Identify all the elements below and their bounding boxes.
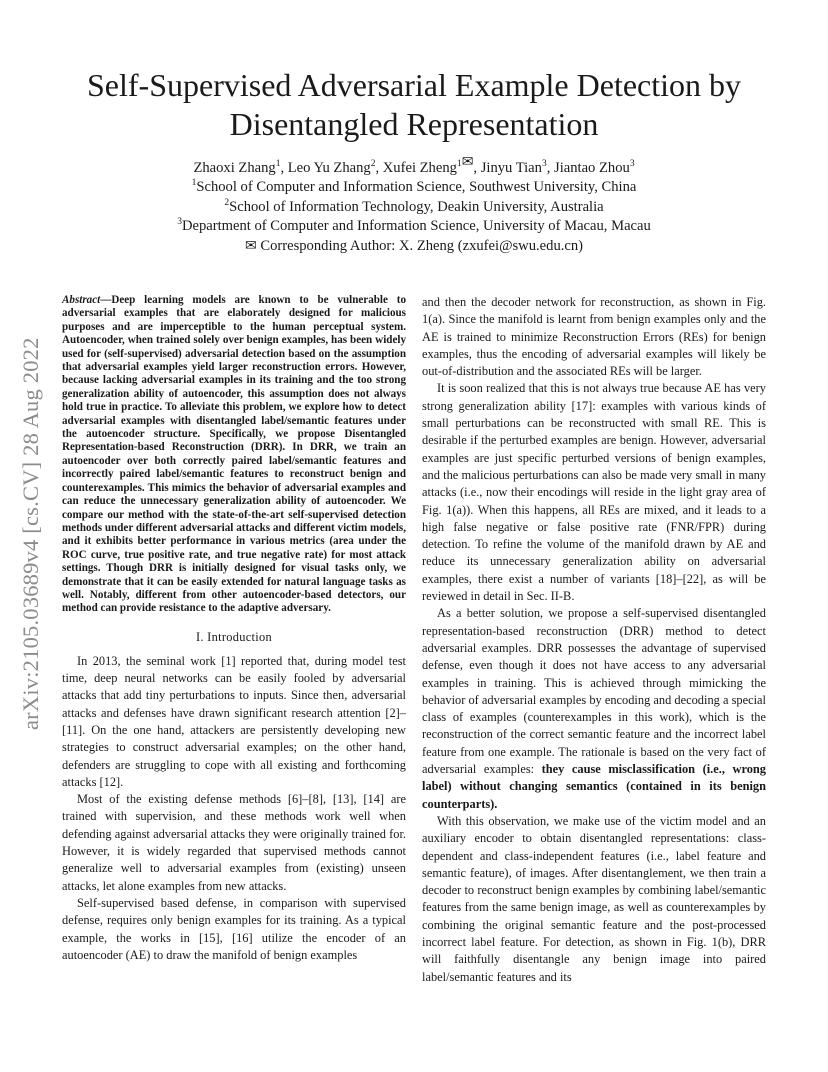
- affiliation-mark: 1✉: [456, 155, 474, 170]
- author-name: Jinyu Tian: [480, 160, 542, 176]
- affiliation-1: $^1$School of Computer and Information Science, Southwest University, China: [191, 178, 637, 196]
- envelope-icon: ✉: [244, 238, 257, 254]
- body-paragraph: In 2013, the seminal work [1] reported that, during model test time, deep neural networks can be easily fooled by adversarial attacks that add tiny perturbations to inputs. Since then, adversarial attacks and defenses have drawn significant research attention [2]–[11]. On the one hand, attackers are persistently developing new strategies to construct adversarial examples; on the other hand, defenders are struggling to cope with all existing and forthcoming attacks [12].: [62, 653, 406, 789]
- paper-title: [60, 66, 768, 144]
- envelope-icon: ✉: [461, 155, 474, 170]
- left-column: [62, 294, 406, 964]
- body-paragraph: Most of the existing defense methods [6]–[8], [13], [14] are trained with supervision, and these methods work well when defending against adversarial attacks they were originally trained for. However, it is widely regarded that supervised methods cannot generalize well to adversarial examples from (existing) unseen attacks, let alone examples from new attacks.: [62, 792, 406, 893]
- body-paragraph: Self-supervised based defense, in comparison with supervised defense, requires only benign examples for its training. As a typical example, the works in [15], [16] utilize the encoder of an autoencoder (AE) to draw the manifold of benign examples: [62, 895, 406, 962]
- affiliation-mark: 2: [370, 159, 376, 169]
- title-line-2: Disentangled Representation: [229, 106, 599, 142]
- body-paragraph: and then the decoder network for reconstruction, as shown in Fig. 1(a). Since the manifold is learnt from benign examples only and the AE is trained to minimize Reconstruction Errors (REs) for benign examples, thus the encoding of adversarial examples will likely be out-of-distribution and the associated REs will be larger.: [422, 295, 766, 379]
- right-column: [422, 294, 766, 986]
- emphasis-text: they cause misclassification (i.e., wrong label) without changing semantics (contained in its benign counterparts).: [422, 762, 767, 811]
- affiliation-3: $^3$Department of Computer and Information Science, University of Macau, Macau: [177, 217, 651, 235]
- title-line-1: Self-Supervised Adversarial Example Detection by: [86, 67, 742, 103]
- abstract-text: —Deep learning models are known to be vulnerable to adversarial examples that are elaborately designed for malicious purposes and are imperceptible to the human perceptual system. Autoencoder, when trained solely over benign examples, has been widely used for (self-supervised) adversarial detection based on the assumption that adversarial examples yield larger reconstruction errors. However, because lacking adversarial examples in its training and the too strong generalization ability of autoencoder, this assumption does not always hold true in practice. To alleviate this problem, we explore how to detect adversarial examples with disentangled label/semantic features under the autoencoder structure. Specifically, we propose Disentangled Representation-based Reconstruction (DRR). In DRR, we train an autoencoder over both correctly paired label/semantic features and incorrectly paired label/semantic features to reconstruct benign and counterexamples. This mimics the behavior of adversarial examples and can reduce the unnecessary generalization ability of autoencoder. We compare our method with the state-of-the-art self-supervised detection methods under different adversarial attacks and different victim models, and it exhibits better performance in various metrics (area under the ROC curve, true positive rate, and true negative rate) for most attack settings. Though DRR is initially designed for visual tasks only, we demonstrate that it can be easily extended for natural language tasks as well. Notably, different from other autoencoder-based detectors, our method can provide resistance to the adaptive adversary.: [62, 294, 406, 615]
- affiliation-2: $^2$School of Information Technology, Deakin University, Australia: [224, 197, 604, 215]
- author-name: Leo Yu Zhang: [287, 160, 371, 176]
- section-heading: I. Introduction: [195, 629, 273, 644]
- affiliation-mark: 3: [541, 159, 547, 169]
- author-names: Zhaoxi Zhang$^1$, Leo Yu Zhang$^2$, Xufei Zheng$^{1✉}$, Jinyu Tian$^3$, Jiantao Zhou$^3$: [193, 155, 635, 176]
- abstract: [62, 294, 406, 616]
- affiliation-mark: 3: [629, 159, 635, 169]
- author-name: Xufei Zheng: [382, 160, 457, 176]
- author-block: [60, 155, 768, 256]
- affiliation-mark: 1: [275, 159, 281, 169]
- author-name: Zhaoxi Zhang: [193, 160, 276, 176]
- body-paragraph: It is soon realized that this is not always true because AE has very strong generalization ability [17]: examples with various kinds of small perturbations can be reconstructed with small RE. This is desirable if the perturbed examples are benign. However, adversarial examples are just specific perturbed versions of benign examples, and the malicious perturbations can also be made very small in many attacks (i.e., now their encodings will reside in the light gray area of Fig. 1(a)). When this happens, all REs are mixed, and it leads to a high false negative or false positive rate (FNR/FPR) during detection. To refine the volume of the manifold drawn by AE and reduce its unnecessary generalization ability on adversarial examples, there exist a number of variants [18]–[22], as will be reviewed in detail in Sec. II-B.: [422, 381, 766, 604]
- body-paragraph: As a better solution, we propose a self-supervised disentangled representation-based reconstruction (DRR) method to detect adversarial examples. DRR possesses the advantage of supervised defense, even though it does not have access to any adversarial examples in training. This is achieved through mimicking the behavior of adversarial examples by encoding and decoding a special class of examples (counterexamples in this work), which is the reconstruction of the correct semantic feature and the incorrect label feature from one example. The rationale is based on the very fact of adversarial examples: they cause misclassification (i.e., wrong label) without changing semantics (contained in its benign counterparts).: [422, 606, 767, 811]
- abstract-label: Abstract: [62, 294, 101, 306]
- author-name: Jiantao Zhou: [554, 160, 630, 176]
- arxiv-side-stamp: arXiv:2105.03689v4 [cs.CV] 28 Aug 2022: [18, 337, 43, 730]
- corresponding-author: ✉ Corresponding Author: X. Zheng (zxufei@swu.edu.cn): [244, 237, 584, 254]
- body-paragraph: With this observation, we make use of the victim model and an auxiliary encoder to obtain disentangled representations: class-dependent and class-independent features (i.e., label feature and semantic feature), of images. After disentanglement, we then train a decoder to reconstruct benign examples by combining label/semantic features from the same benign image, as well as counterexamples by combining the original semantic feature and the post-processed incorrect label feature. For detection, as shown in Fig. 1(b), DRR will faithfully disentangle any benign image into paired label/semantic features and its: [422, 813, 766, 984]
